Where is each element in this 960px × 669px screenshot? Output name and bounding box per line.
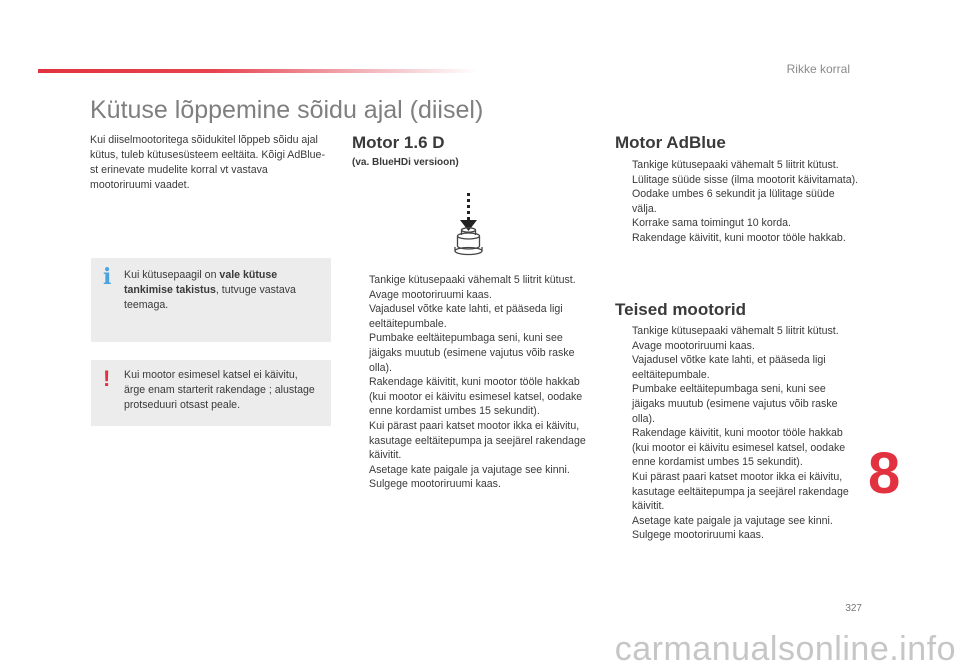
step-text: Lülitage süüde sisse (ilma mootorit käivitamata).	[632, 173, 859, 186]
list-item	[615, 470, 860, 514]
step-text: Korrake sama toimingut 10 korda.	[632, 217, 791, 230]
list-item	[352, 302, 597, 331]
list-item	[615, 187, 860, 216]
step-text: Asetage kate paigale ja vajutage see kinni.	[632, 514, 833, 527]
list-item	[615, 339, 860, 354]
warning-icon: !	[103, 366, 111, 391]
motor-adblue-steps	[615, 158, 860, 246]
step-text: Tankige kütusepaaki vähemalt 5 liitrit kütust.	[369, 274, 576, 286]
right-column	[615, 133, 860, 542]
list-item	[615, 216, 860, 231]
step-text: Rakendage käivitit, kuni mootor tööle hakkab (kui mootor ei käivitu esimesel katsel, oodake enne kordamist umbes 15 sekundit).	[369, 376, 583, 418]
motor-16d-section	[352, 133, 597, 491]
list-item	[352, 419, 597, 463]
step-text: Sulgege mootoriruumi kaas.	[369, 478, 501, 491]
warning-box-text: Kui mootor esimesel katsel ei käivitu, ärge enam starterit rakendage ; alustage protseduuri otsast peale.	[124, 369, 315, 411]
priming-pump-icon	[451, 193, 491, 262]
list-item	[615, 528, 860, 543]
step-text: Sulgege mootoriruumi kaas.	[632, 529, 764, 542]
intro-paragraph: Kui diiselmootoritega sõidukitel lõppeb sõidu ajal kütus, tuleb kütusesüsteem eeltäita. Kõigi AdBlue-st erinevate mudelite korral vt vastava mootoriruumi vaadet.	[90, 134, 325, 191]
info-box-suffix: , tutvuge vastava teemaga.	[124, 284, 296, 311]
step-text: Vajadusel võtke kate lahti, et pääseda ligi eeltäitepumbale.	[369, 303, 563, 330]
chapter-number: 8	[868, 441, 901, 506]
info-box-bold: vale kütuse tankimise takistus	[124, 269, 278, 296]
section-title: Rikke korral	[786, 62, 850, 76]
warning-box	[91, 360, 331, 426]
header-accent-bar	[38, 69, 478, 73]
step-text: Kui pärast paari katset mootor ikka ei käivitu, kasutage eeltäitepumpa ja seejärel rakendage käivitit.	[369, 419, 586, 462]
step-text: Avage mootoriruumi kaas.	[369, 288, 492, 301]
step-text: Oodake umbes 6 sekundit ja lülitage süüde välja.	[632, 188, 835, 215]
list-item	[352, 477, 597, 492]
step-text: Tankige kütusepaaki vähemalt 5 liitrit kütust.	[632, 325, 839, 337]
info-box	[91, 258, 331, 342]
other-engines-steps	[615, 324, 860, 543]
step-text: Tankige kütusepaaki vähemalt 5 liitrit kütust.	[632, 159, 839, 171]
motor-16d-title: Motor 1.6 D	[352, 133, 445, 152]
step-text: Asetage kate paigale ja vajutage see kinni.	[369, 463, 570, 476]
list-item	[615, 324, 860, 339]
list-item	[615, 158, 860, 173]
list-item	[352, 273, 597, 288]
motor-16d-subtitle: (va. BlueHDi versioon)	[352, 157, 459, 168]
step-text: Pumbake eeltäitepumbaga seni, kuni see jäigaks muutub (esimene vajutus võib raske olla).	[632, 383, 838, 425]
step-text: Pumbake eeltäitepumbaga seni, kuni see jäigaks muutub (esimene vajutus võib raske olla).	[369, 332, 575, 374]
step-text: Vajadusel võtke kate lahti, et pääseda ligi eeltäitepumbale.	[632, 354, 826, 381]
list-item	[615, 353, 860, 382]
list-item	[352, 288, 597, 303]
step-text: Kui pärast paari katset mootor ikka ei käivitu, kasutage eeltäitepumpa ja seejärel rakendage käivitit.	[632, 470, 849, 513]
list-item	[352, 331, 597, 375]
list-item	[615, 382, 860, 426]
info-icon: i	[103, 264, 112, 290]
list-item	[615, 231, 860, 246]
list-item	[615, 514, 860, 529]
motor-adblue-title: Motor AdBlue	[615, 133, 726, 152]
step-text: Rakendage käivitit, kuni mootor tööle hakkab (kui mootor ei käivitu esimesel katsel, oodake enne kordamist umbes 15 sekundit).	[632, 427, 846, 469]
list-item	[352, 463, 597, 478]
list-item	[352, 375, 597, 419]
list-item	[615, 173, 860, 188]
other-engines-title: Teised mootorid	[615, 300, 746, 319]
info-box-prefix: Kui kütusepaagil on	[124, 269, 220, 281]
page-title: Kütuse lõppemine sõidu ajal (diisel)	[90, 96, 484, 124]
motor-16d-steps	[352, 273, 597, 492]
page-number: 327	[845, 603, 862, 614]
watermark: carmanualsonline.info	[614, 630, 956, 668]
step-text: Avage mootoriruumi kaas.	[632, 339, 755, 352]
list-item	[615, 426, 860, 470]
info-box-text	[124, 268, 315, 313]
step-text: Rakendage käivitit, kuni mootor tööle hakkab.	[632, 231, 846, 244]
